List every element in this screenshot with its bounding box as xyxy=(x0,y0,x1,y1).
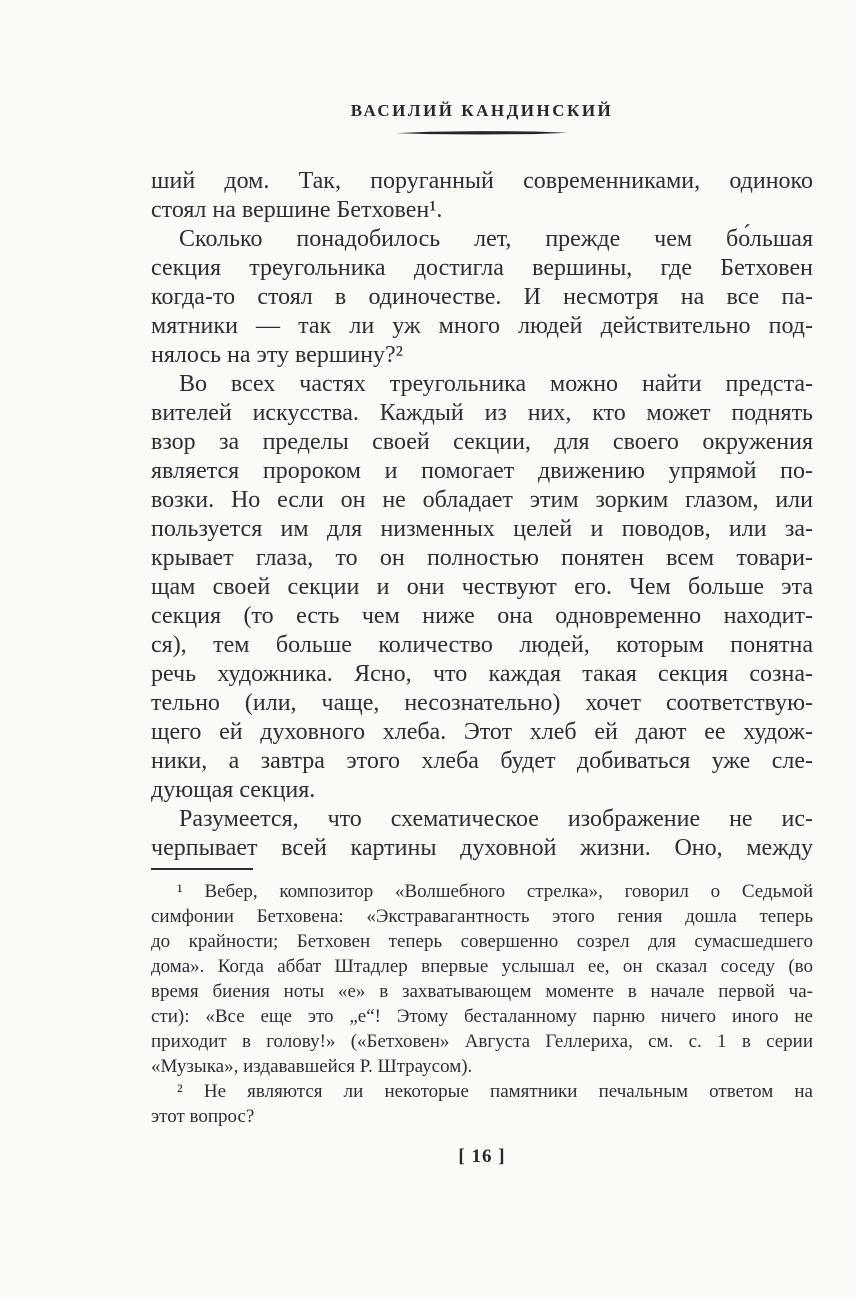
text-line: крывает глаза, то он полностью понятен всем товари- xyxy=(151,545,813,571)
text-line: приходит в голову!» («Бетховен» Августа Геллериха, см. с. 1 в серии xyxy=(151,1031,813,1052)
page-number: [ 16 ] xyxy=(458,1146,506,1167)
text-line: ники, а завтра этого хлеба будет добиваться уже сле- xyxy=(151,748,813,774)
text-line: является пророком и помогает движению упрямой по- xyxy=(151,458,813,484)
text-line: секция треугольника достигла вершины, где Бетховен xyxy=(151,255,813,281)
text-line: ся), тем больше количество людей, которым понятна xyxy=(151,632,813,658)
text-line: щам своей секции и они чествуют его. Чем больше эта xyxy=(151,574,813,600)
text-line: пользуется им для низменных целей и поводов, или за- xyxy=(151,516,813,542)
text-line: когда-то стоял в одиночестве. И несмотря на все па- xyxy=(151,284,813,310)
text-line: вителей искусства. Каждый из них, кто может поднять xyxy=(151,400,813,426)
text-line: мятники — так ли уж много людей действительно под- xyxy=(151,313,813,339)
footnote xyxy=(151,879,813,1079)
text-line: этот вопрос? xyxy=(151,1106,255,1127)
paragraph xyxy=(151,805,813,863)
text-line: дома». Когда аббат Штадлер впервые услышал ее, он сказал соседу (во xyxy=(151,956,813,977)
text-line: ² Не являются ли некоторые памятники печальным ответом на xyxy=(177,1081,813,1102)
text-line: взор за пределы своей секции, для своего окружения xyxy=(151,429,813,455)
footnote xyxy=(151,1079,813,1129)
text-line: Сколько понадобилось лет, прежде чем бо́льшая xyxy=(179,226,813,252)
text-line: время биения ноты «е» в захватывающем моменте в начале первой ча- xyxy=(151,981,813,1002)
text-line: щего ей духовного хлеба. Этот хлеб ей дают ее худож- xyxy=(151,719,813,745)
running-head: ВАСИЛИЙ КАНДИНСКИЙ xyxy=(350,101,614,120)
text-line: черпывает всей картины духовной жизни. Оно, между xyxy=(151,835,813,861)
header-rule-ornament xyxy=(151,130,813,136)
text-line: дующая секция. xyxy=(151,777,316,803)
footnotes xyxy=(151,879,813,1129)
text-line: ¹ Вебер, композитор «Волшебного стрелка», говорил о Седьмой xyxy=(177,881,813,902)
body-text xyxy=(151,167,813,863)
swelled-rule-icon xyxy=(396,130,568,136)
text-line: Разумеется, что схематическое изображение не ис- xyxy=(179,806,813,832)
text-line: нялось на эту вершину?² xyxy=(151,342,403,368)
text-line: ший дом. Так, поруганный современниками, одиноко xyxy=(151,168,813,194)
footnote-separator xyxy=(151,868,253,870)
text-line: до крайности; Бетховен теперь совершенно созрел для сумасшедшего xyxy=(151,931,813,952)
content-column xyxy=(151,101,813,1168)
text-line: Во всех частях треугольника можно найти предста- xyxy=(179,371,813,397)
text-line: сти): «Все еще это „е“! Этому бесталанному парню ничего иного не xyxy=(151,1006,813,1027)
text-line: секция (то есть чем ниже она одновременно находит- xyxy=(151,603,813,629)
text-line: возки. Но если он не обладает этим зорким глазом, или xyxy=(151,487,813,513)
text-line: симфонии Бетховена: «Экстравагантность этого гения дошла теперь xyxy=(151,906,813,927)
paragraph xyxy=(151,370,813,805)
text-line: «Музыка», издававшейся Р. Штраусом). xyxy=(151,1056,473,1077)
paragraph xyxy=(151,167,813,225)
paragraph xyxy=(151,225,813,370)
text-line: стоял на вершине Бетховен¹. xyxy=(151,197,443,223)
text-line: тельно (или, чаще, несознательно) хочет соответствую- xyxy=(151,690,813,716)
text-line: речь художника. Ясно, что каждая такая секция созна- xyxy=(151,661,813,687)
